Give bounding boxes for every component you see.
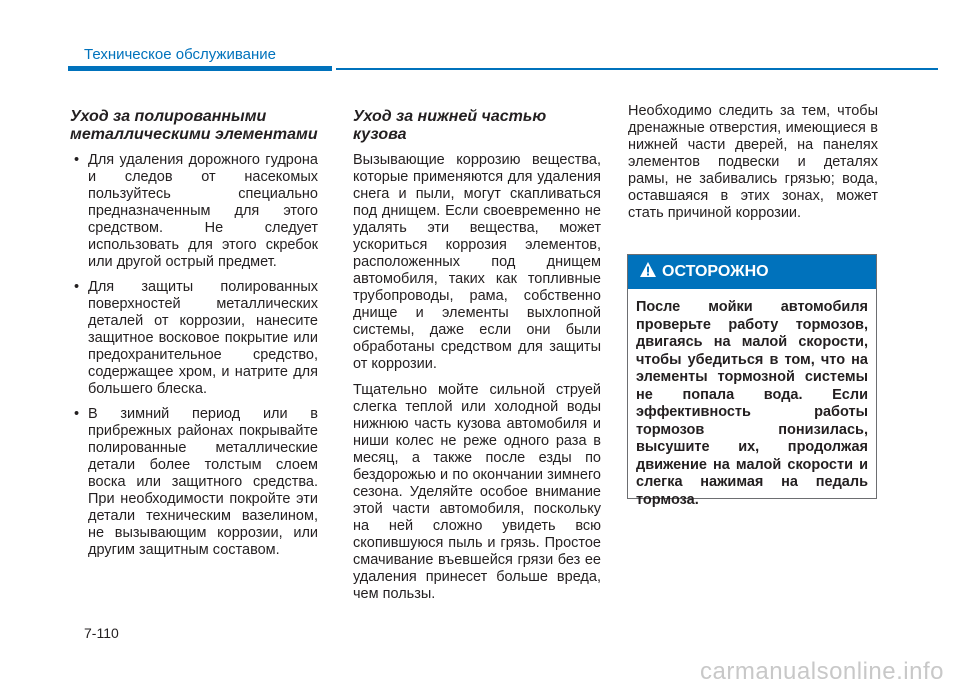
heading-underbody: Уход за нижней частью кузова: [353, 108, 547, 143]
list-item: • Для защиты полированных поверхностей металлических деталей от коррозии, нанесите защитное восковое покрытие или предохранительное средство, содержащее хром, и натрите для большего блеска.: [70, 279, 318, 398]
warning-header: [628, 255, 876, 289]
list-item: • В зимний период или в прибрежных районах покрывайте полированные металлические детали более толстым слоем воска или защитного средства. При необходимости покройте эти детали техническим вазелином, не вызывающим коррозии, или другим защитным составом.: [70, 406, 318, 559]
heading-polished-metal: Уход за полированными металлическими элементами: [70, 108, 318, 143]
warning-triangle-icon: [640, 262, 662, 282]
warning-title: ОСТОРОЖНО: [662, 263, 769, 280]
column-drain-holes: [628, 103, 878, 222]
list-item: • Для удаления дорожного гудрона и следов от насекомых пользуйтесь специально предназначенным для этого средством. Не следует использовать для этого скребок или другой острый предмет.: [70, 152, 318, 271]
paragraph: Тщательно мойте сильной струей слегка теплой или холодной воды нижнюю часть кузова автомобиля и ниши колес не реже одного раза в месяц, а также после езды по бездорожью и по окончании зимнего сезона. Уделяйте особое внимание этой части автомобиля, поскольку на ней сложно увидеть всю скопившуюся пыль и грязь. Простое смачивание въевшейся грязи без ее удаления принесет больше вреда, чем пользы.: [353, 382, 601, 602]
section-title: Техническое обслуживание: [84, 46, 276, 63]
header-rule-thick: [68, 66, 332, 71]
page-number: 7-110: [84, 625, 119, 641]
header-rule-thin: [336, 68, 938, 70]
paragraph: Вызывающие коррозию вещества, которые применяются для удаления снега и пыли, могут скапливаться под днищем. Если своевременно не удалять эти вещества, может ускориться коррозия элементов, расположенных под днищем автомобиля, таких как топливные трубопроводы, рама, собственно днище и элементы выхлопной системы, даже если они были обработаны средством для защиты от коррозии.: [353, 152, 601, 372]
paragraph: Необходимо следить за тем, чтобы дренажные отверстия, имеющиеся в нижней части дверей, на панелях элементов подвески и деталях рамы, не забивались грязью; вода, оставшаяся в этих зонах, может стать причиной коррозии.: [628, 103, 878, 221]
polished-metal-list: [70, 152, 318, 559]
column-polished-metal: [70, 108, 318, 567]
warning-box: [627, 254, 877, 508]
column-underbody: [353, 108, 601, 612]
warning-text: После мойки автомобиля проверьте работу тормозов, двигаясь на малой скорости, чтобы убедиться в том, что на элементы тормозной системы не попала вода. Если эффективность работы тормозов понизилась, высушите их, продолжая движение на малой скорости и слегка нажимая на педаль тормоза.: [636, 299, 868, 508]
watermark: carmanualsonline.info: [700, 658, 944, 685]
